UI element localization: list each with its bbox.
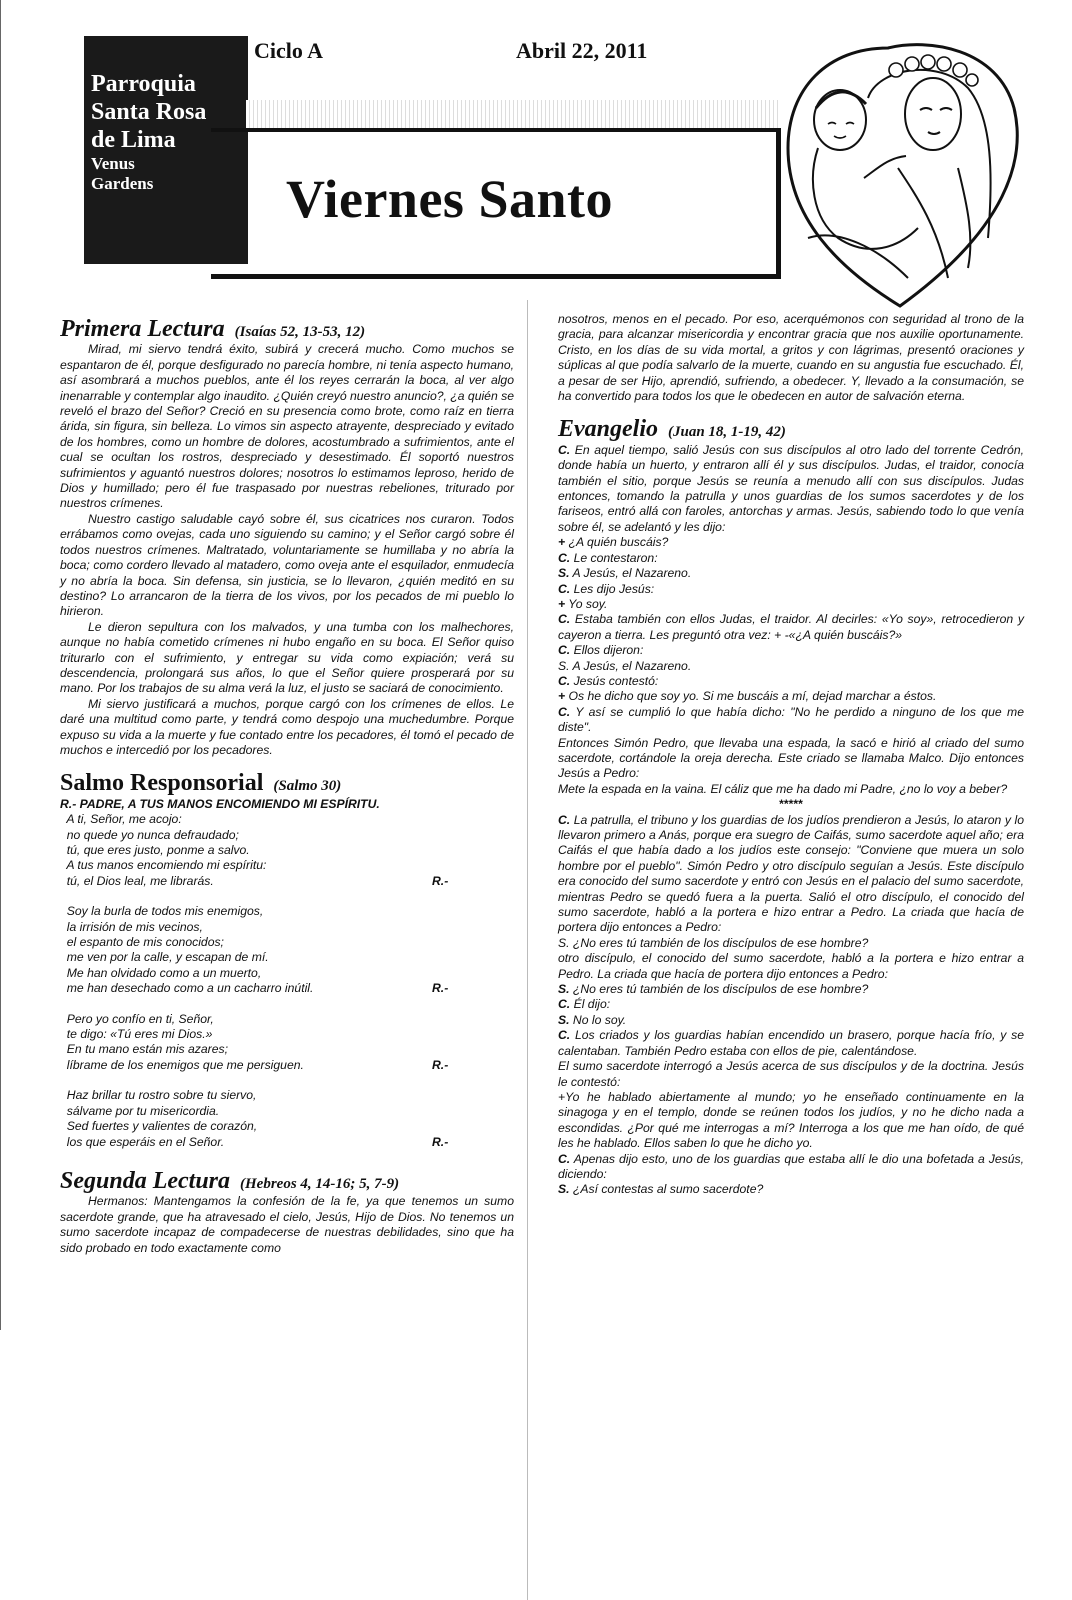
gospel-line (558, 1182, 1024, 1197)
page-edge-line (0, 0, 1, 1330)
evangelio-part-2 (558, 813, 1024, 1198)
salmo-stanza-1 (60, 812, 514, 889)
speaker-mark: S. (558, 566, 570, 581)
parish-line-2: Santa Rosa (91, 99, 207, 125)
line-text: Jesús contestó: (570, 673, 659, 688)
salmo-stanza-4 (60, 1088, 514, 1150)
stanza-text: Haz brillar tu rostro sobre tu siervo, sálvame por tu misericordia. Sed fuertes y valientes de corazón, los que esperáis en el Señor. (66, 1088, 258, 1149)
line-text: Le contestaron: (570, 550, 658, 565)
speaker-mark: C. (558, 581, 571, 596)
right-column (558, 312, 1024, 1198)
speaker-mark: + (558, 535, 566, 550)
line-text: ¿No eres tú también de los discípulos de ese hombre? (569, 982, 869, 997)
line-text: Ellos dijeron: (570, 643, 644, 658)
line-text: Entonces Simón Pedro, que llevaba una espada, la sacó e hirió al criado del sumo sacerdote, cortándole la oreja derecha. Este criado se llamaba Malco. Dijo entonces Jesús a Pedro: (558, 735, 1024, 781)
bulletin-date: Abril 22, 2011 (516, 38, 648, 63)
gospel-line (558, 689, 1024, 704)
gospel-line (558, 597, 1024, 612)
liturgical-cycle: Ciclo A (254, 38, 324, 63)
gospel-line (558, 612, 1024, 643)
gospel-line (558, 659, 1024, 674)
salmo-heading (60, 770, 514, 797)
response-mark: R.- (432, 1057, 449, 1072)
speaker-mark: C. (558, 550, 571, 565)
line-text: Mete la espada en la vaina. El cáliz que me ha dado mi Padre, ¿no lo voy a beber? (558, 781, 1008, 796)
gospel-line (558, 705, 1024, 736)
line-text: ¿A quién buscáis? (565, 535, 669, 550)
primera-paragraph-3: Le dieron sepultura con los malvados, y una tumba con los malhechores, aunque no había cometido crímenes ni hubo engaño en su boca. El Señor quiso triturarlo con el sufrimiento, y entregar su vida como expiación; verá su descendencia, prolongará sus años, lo que el Señor quiere prosperará por su mano. Por los trabajos de su alma verá la luz, el justo se saciará de conocimiento. (60, 619, 514, 696)
primera-paragraph-4: Mi siervo justificará a muchos, porque cargó con los crímenes de ellos. Le daré una multitud como parte, y tendrá como despojo una muchedumbre. Porque expuso su vida a la muerte y fue contado entre los pecadores, él tomó el pecado de muchos e intercedió por los pecadores. (60, 696, 514, 757)
primera-paragraph-1: Mirad, mi siervo tendrá éxito, subirá y crecerá mucho. Como muchos se espantaron de él, porque desfigurado no parecía hombre, ni tenía aspecto humano, así asombrará a muchos pueblos, ante él los reyes cerrarán la boca, al ver algo inenarrable y contemplar algo inaudito. ¿Quién creyó nuestro anuncio?, ¿a quién se reveló el brazo del Señor? Creció en su presencia como brote, como raíz en tierra árida, sin figura, sin belleza. Lo vimos sin aspecto atrayente, despreciado y evitado de los hombres, como un hombre de dolores, acostumbrado a sufrimientos, ante el cual se ocultan los rostros, despreciado y desestimado. Él soportó nuestros sufrimientos y aguantó nuestros dolores; nosotros lo estimamos leproso, herido de Dios y humillado; pero él fue traspasado por nuestras rebeliones, triturado por nuestros crímenes. (60, 342, 514, 511)
saint-rose-with-child-illustration (768, 28, 1032, 314)
speaker-mark: S. (558, 1182, 570, 1197)
page-title: Viernes Santo (286, 169, 613, 229)
gospel-line (558, 936, 1024, 951)
speaker-mark: C. (558, 442, 571, 457)
line-text: La patrulla, el tribuno y los guardias de los judíos prendieron a Jesús, lo ataron y lo llevaron primero a Anás, porque era suegro de Caifás, sumo sacerdote aquel año; era Caifás el que había dado a los judíos este consejo: "Conviene que muera un solo hombre por el pueblo". Simón Pedro y otro discípulo seguían a Jesús. Este discípulo era conocido del sumo sacerdote y entró con Jesús en el palacio del sumo sacerdote, mientras Pedro se quedó fuera a la puerta. Salió el otro discípulo, el conocido del sumo sacerdote, habló a la portera e hizo entrar a Pedro. La criada que hacía de portera dijo entonces a Pedro: (558, 812, 1024, 935)
speaker-mark: C. (558, 812, 571, 827)
line-text: otro discípulo, el conocido del sumo sacerdote, habló a la portera e hizo entrar a Pedro. La criada que hacía de portera dijo entonces a Pedro: (558, 951, 1024, 981)
stanza-text: A ti, Señor, me acojo: no quede yo nunca defraudado; tú, que eres justo, ponme a salvo. A tus manos encomiendo mi espíritu: tú, el Dios leal, me librarás. (66, 812, 267, 888)
gospel-line (558, 813, 1024, 936)
gospel-line (558, 736, 1024, 782)
gospel-line (558, 1090, 1024, 1152)
gospel-line (558, 982, 1024, 997)
section-separator: ***** (779, 797, 803, 812)
segunda-lectura-title: Segunda Lectura (60, 1167, 231, 1194)
line-text: No lo soy. (569, 1012, 627, 1027)
speaker-mark: C. (558, 1028, 571, 1043)
line-text: ¿Así contestas al sumo sacerdote? (569, 1182, 764, 1197)
speaker-mark: S. (558, 1012, 570, 1027)
salmo-ref: (Salmo 30) (273, 778, 342, 795)
gospel-line (558, 1059, 1024, 1090)
gospel-line (558, 551, 1024, 566)
parish-line-3: de Lima (91, 127, 176, 153)
evangelio-ref: (Juan 18, 1-19, 42) (668, 424, 786, 441)
stanza-text: Soy la burla de todos mis enemigos, la irrisión de mis vecinos, el espanto de mis conocidos; me ven por la calle, y escapan de mí. Me han olvidado como a un muerto, me han desechado como a un cacharro inútil. (66, 904, 314, 996)
evangelio-part-1 (558, 443, 1024, 797)
gospel-line (558, 782, 1024, 797)
gospel-line (558, 443, 1024, 535)
line-text: Y así se cumplió lo que había dicho: "No he perdido a ninguno de los que me diste". (558, 704, 1024, 735)
column-divider (527, 300, 528, 1600)
line-text: El sumo sacerdote interrogó a Jesús acerca de sus discípulos y de la doctrina. Jesús le contestó: (558, 1059, 1024, 1089)
line-text: Yo soy. (565, 596, 608, 611)
line-text: Os he dicho que soy yo. Si me buscáis a mí, dejad marchar a éstos. (565, 689, 937, 704)
primera-lectura-title: Primera Lectura (60, 316, 225, 342)
parish-line-1: Parroquia (91, 71, 196, 97)
line-text: En aquel tiempo, salió Jesús con sus discípulos al otro lado del torrente Cedrón, donde había un huerto, y entraron allí él y sus discípulos. Judas, el traidor, conocía también el sitio, porque Jesús se reunía a menudo allí con sus discípulos. Judas entonces, tomando la patrulla y unos guardias de los sumos sacerdotes y de los fariseos, entró allá con faroles, antorchas y armas. Jesús, sabiendo todo lo que venía sobre él, se adelantó y les dijo: (558, 442, 1024, 534)
line-text: S. ¿No eres tú también de los discípulos de ese hombre? (558, 935, 869, 950)
primera-lectura-ref: (Isaías 52, 13-53, 12) (234, 324, 366, 340)
salmo-title: Salmo Responsorial (60, 770, 264, 797)
line-text: Les dijo Jesús: (570, 581, 655, 596)
speaker-mark: S. (558, 982, 570, 997)
segunda-lectura-heading (60, 1167, 514, 1194)
gospel-line (558, 951, 1024, 982)
stanza-text: Pero yo confío en ti, Señor, te digo: «Tú eres mi Dios.» En tu mano están mis azares; líbrame de los enemigos que me persiguen. (66, 1011, 304, 1072)
gospel-line (558, 643, 1024, 658)
segunda-lectura-ref: (Hebreos 4, 14-16; 5, 7-9) (240, 1175, 400, 1192)
evangelio-title: Evangelio (558, 416, 658, 443)
place-line-1: Venus (91, 154, 135, 173)
place-line-2: Gardens (91, 174, 154, 193)
response-mark: R.- (432, 1134, 449, 1149)
line-text: Los criados y los guardias habían encendido un brasero, porque hacía frío, y se calentaban. También Pedro estaba con ellos de pie, calentándose. (558, 1028, 1024, 1058)
left-column (60, 316, 514, 1256)
speaker-mark: C. (558, 997, 571, 1012)
gospel-line (558, 566, 1024, 581)
segunda-paragraph: Hermanos: Mantengamos la confesión de la fe, ya que tenemos un sumo sacerdote grande, que ha atravesado el cielo, Jesús, Hijo de Dios. No tenemos un sumo sacerdote incapaz de compadecerse de nuestras debilidades, sino que ha sido probado en todo exactamente como (60, 1194, 514, 1255)
salmo-stanza-2 (60, 904, 514, 996)
gospel-line (558, 1152, 1024, 1183)
evangelio-heading (558, 416, 1024, 443)
line-text: Él dijo: (570, 997, 611, 1012)
primera-paragraph-2: Nuestro castigo saludable cayó sobre él, sus cicatrices nos curaron. Todos errábamos como ovejas, cada uno siguiendo su camino; y el Señor cargó sobre él todos nuestros crímenes. Maltratado, voluntariamente se humillaba y no abría la boca; como cordero llevado al matadero, como oveja ante el esquilador, enmudecía y no abría la boca. Sin defensa, sin justicia, se lo llevaron, ¿quién meditó en su destino? Lo arrancaron de la tierra de los vivos, por los pecados de mi pueblo lo hirieron. (60, 511, 514, 619)
line-text: +Yo he hablado abiertamente al mundo; yo he enseñado continuamente en la sinagoga y en el templo, donde se reúnen todos los judíos, y no he dicho nada a escondidas. ¿Por qué me interrogas a mí? Interroga a los que me han oído, de qué les he hablado. Ellos saben lo que he dicho yo. (558, 1089, 1024, 1151)
speaker-mark: C. (558, 612, 571, 627)
speaker-mark: C. (558, 1151, 571, 1166)
gospel-line (558, 1028, 1024, 1059)
gospel-line (558, 582, 1024, 597)
salmo-stanza-3 (60, 1012, 514, 1074)
gospel-line (558, 997, 1024, 1012)
header-texture (246, 100, 778, 128)
gospel-line (558, 535, 1024, 550)
line-text: A Jesús, el Nazareno. (569, 566, 692, 581)
speaker-mark: C. (558, 704, 571, 719)
line-text: Apenas dijo esto, uno de los guardias que estaba allí le dio una bofetada a Jesús, diciendo: (558, 1151, 1024, 1181)
primera-lectura-heading (60, 316, 514, 342)
gospel-line (558, 674, 1024, 689)
gospel-line (558, 1013, 1024, 1028)
speaker-mark: C. (558, 673, 571, 688)
response-mark: R.- (432, 981, 449, 996)
segunda-continuation: nosotros, menos en el pecado. Por eso, acerquémonos con seguridad al trono de la gracia, para alcanzar misericordia y encontrar gracia que nos auxilie oportunamente. Cristo, en los días de su vida mortal, a gritos y con lágrimas, presentó oraciones y súplicas al que podía salvarlo de la muerte, cuando en su angustia fue escuchado. Él, a pesar de ser Hijo, aprendió, sufriendo, a obedecer. Y, llevado a la consumación, se ha convertido para todos los que le obedecen en autor de salvación eterna. (558, 312, 1024, 404)
line-text: Estaba también con ellos Judas, el traidor. Al decirles: «Yo soy», retrocedieron y cayeron a tierra. Les preguntó otra vez: + -«¿A quién buscáis?» (558, 612, 1024, 642)
speaker-mark: C. (558, 643, 571, 658)
response-mark: R.- (432, 873, 449, 888)
speaker-mark: + (558, 689, 566, 704)
line-text: S. A Jesús, el Nazareno. (558, 658, 692, 673)
speaker-mark: + (558, 596, 566, 611)
salmo-response: R.- PADRE, A TUS MANOS ENCOMIENDO MI ESPÍRITU. (60, 796, 380, 811)
